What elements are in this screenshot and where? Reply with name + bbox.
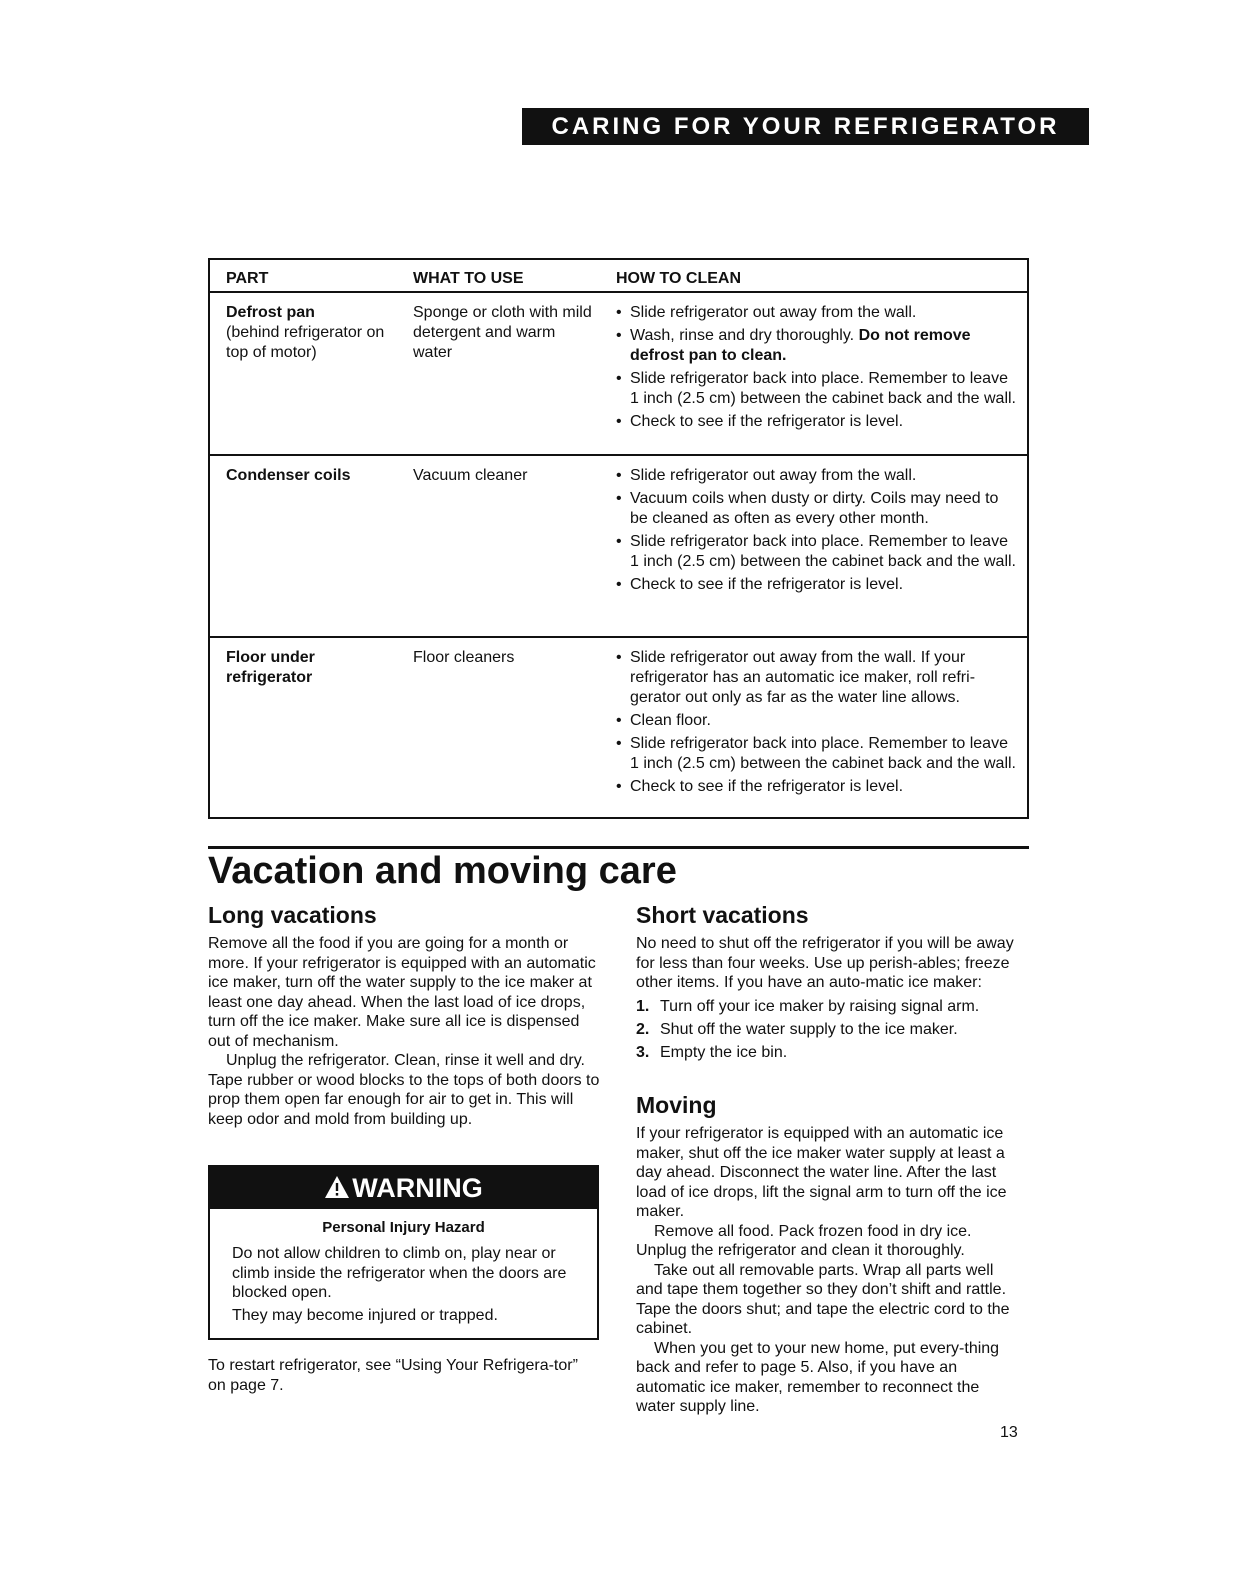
long-vacations-heading: Long vacations — [208, 902, 377, 928]
warning-triangle-icon — [324, 1169, 350, 1211]
step-item: • Slide refrigerator out away from the wall. — [616, 466, 1016, 486]
step-item: • Check to see if the refrigerator is level. — [616, 412, 1016, 432]
step-item: • Vacuum coils when dusty or dirty. Coils may need to be cleaned as often as every other month. — [616, 489, 1016, 529]
table-row — [210, 293, 1027, 456]
step-item: • Slide refrigerator back into place. Remember to leave 1 inch (2.5 cm) between the cabinet back and the wall. — [616, 734, 1016, 774]
paragraph: No need to shut off the refrigerator if you will be away for less than four weeks. Use up perish-ables; freeze other items. If you have an auto-matic ice maker: — [636, 935, 1014, 991]
step-item: • Check to see if the refrigerator is level. — [616, 777, 1016, 797]
short-vacations-text — [636, 934, 1021, 1066]
what-cell: Vacuum cleaner — [413, 467, 528, 484]
moving-heading: Moving — [636, 1092, 717, 1118]
step-item: • Slide refrigerator out away from the wall. If your refrigerator has an automatic ice maker, roll refri-gerator out only as far as the water line allows. — [616, 648, 1016, 708]
warning-label: WARNING — [352, 1173, 483, 1203]
warning-box — [208, 1165, 599, 1340]
how-cell — [616, 303, 1016, 435]
paragraph: Do not allow children to climb on, play near or climb inside the refrigerator when the doors are blocked open. — [232, 1245, 567, 1301]
col-header-part: PART — [226, 270, 269, 287]
page-title: Vacation and moving care — [208, 850, 677, 892]
table-row — [210, 638, 1027, 819]
part-note: (behind refrigerator on top of motor) — [226, 324, 385, 361]
part-cell — [226, 466, 391, 486]
paragraph: If your refrigerator is equipped with an automatic ice maker, shut off the ice maker water supply at least a day ahead. Disconnect the water line. After the last load of ice drops, lift the signal arm to turn off the ice maker. — [636, 1125, 1007, 1220]
how-cell — [616, 466, 1016, 598]
table-row — [210, 456, 1027, 638]
warning-text — [232, 1244, 575, 1325]
col-header-what: WHAT TO USE — [413, 270, 524, 287]
step-item: • Wash, rinse and dry thoroughly. Do not remove defrost pan to clean. — [616, 326, 1016, 366]
warning-header — [210, 1167, 597, 1209]
cleaning-table — [208, 258, 1029, 819]
warning-subtitle: Personal Injury Hazard — [322, 1219, 485, 1236]
short-vacations-steps — [636, 997, 1021, 1063]
part-name: Defrost pan — [226, 304, 315, 321]
paragraph: Remove all food. Pack frozen food in dry ice. Unplug the refrigerator and clean it thoroughly. — [636, 1222, 972, 1259]
step-item: • Slide refrigerator back into place. Remember to leave 1 inch (2.5 cm) between the cabinet back and the wall. — [616, 369, 1016, 409]
step-item: • Check to see if the refrigerator is level. — [616, 575, 1016, 595]
paragraph: Unplug the refrigerator. Clean, rinse it well and dry. Tape rubber or wood blocks to the tops of both doors to prop them open far enough for air to get in. This will keep odor and mold from building up. — [208, 1052, 600, 1128]
table-header-row — [210, 260, 1027, 293]
part-cell — [226, 303, 391, 363]
long-vacations-text — [208, 934, 600, 1129]
paragraph: Take out all removable parts. Wrap all parts well and tape them together so they don’t shift and rattle. Tape the doors shut; and tape the electric cord to the cabinet. — [636, 1261, 1010, 1337]
list-item: 1. Turn off your ice maker by raising signal arm. — [636, 997, 980, 1015]
page-number: 13 — [1000, 1424, 1018, 1441]
col-header-how: HOW TO CLEAN — [616, 270, 742, 287]
step-item: • Clean floor. — [616, 711, 1016, 731]
paragraph: They may become injured or trapped. — [232, 1306, 498, 1324]
what-cell: Floor cleaners — [413, 649, 515, 666]
part-name: Floor under refrigerator — [226, 649, 315, 686]
moving-text — [636, 1124, 1021, 1417]
section-header: CARING FOR YOUR REFRIGERATOR — [522, 108, 1089, 145]
short-vacations-heading: Short vacations — [636, 902, 809, 928]
paragraph: When you get to your new home, put every-thing back and refer to page 5. Also, if you have an automatic ice maker, remember to reconnect the water supply line. — [636, 1339, 1000, 1415]
part-cell — [226, 648, 366, 688]
step-item: • Slide refrigerator out away from the wall. — [616, 303, 1016, 323]
step-item: • Slide refrigerator back into place. Remember to leave 1 inch (2.5 cm) between the cabinet back and the wall. — [616, 532, 1016, 572]
section-divider — [208, 846, 1029, 849]
list-item: 3. Empty the ice bin. — [636, 1043, 788, 1061]
how-cell — [616, 648, 1016, 800]
part-name: Condenser coils — [226, 467, 351, 484]
restart-note: To restart refrigerator, see “Using Your Refrigera-tor” on page 7. — [208, 1357, 578, 1394]
list-item: 2. Shut off the water supply to the ice maker. — [636, 1020, 958, 1038]
what-cell: Sponge or cloth with mild detergent and warm water — [413, 304, 592, 361]
paragraph: Remove all the food if you are going for a month or more. If your refrigerator is equipped with an automatic ice maker, turn off the water supply to the ice maker at least one day ahead. When the last load of ice drops, turn off the ice maker. Make sure all ice is dispensed out of mechanism. — [208, 935, 596, 1050]
